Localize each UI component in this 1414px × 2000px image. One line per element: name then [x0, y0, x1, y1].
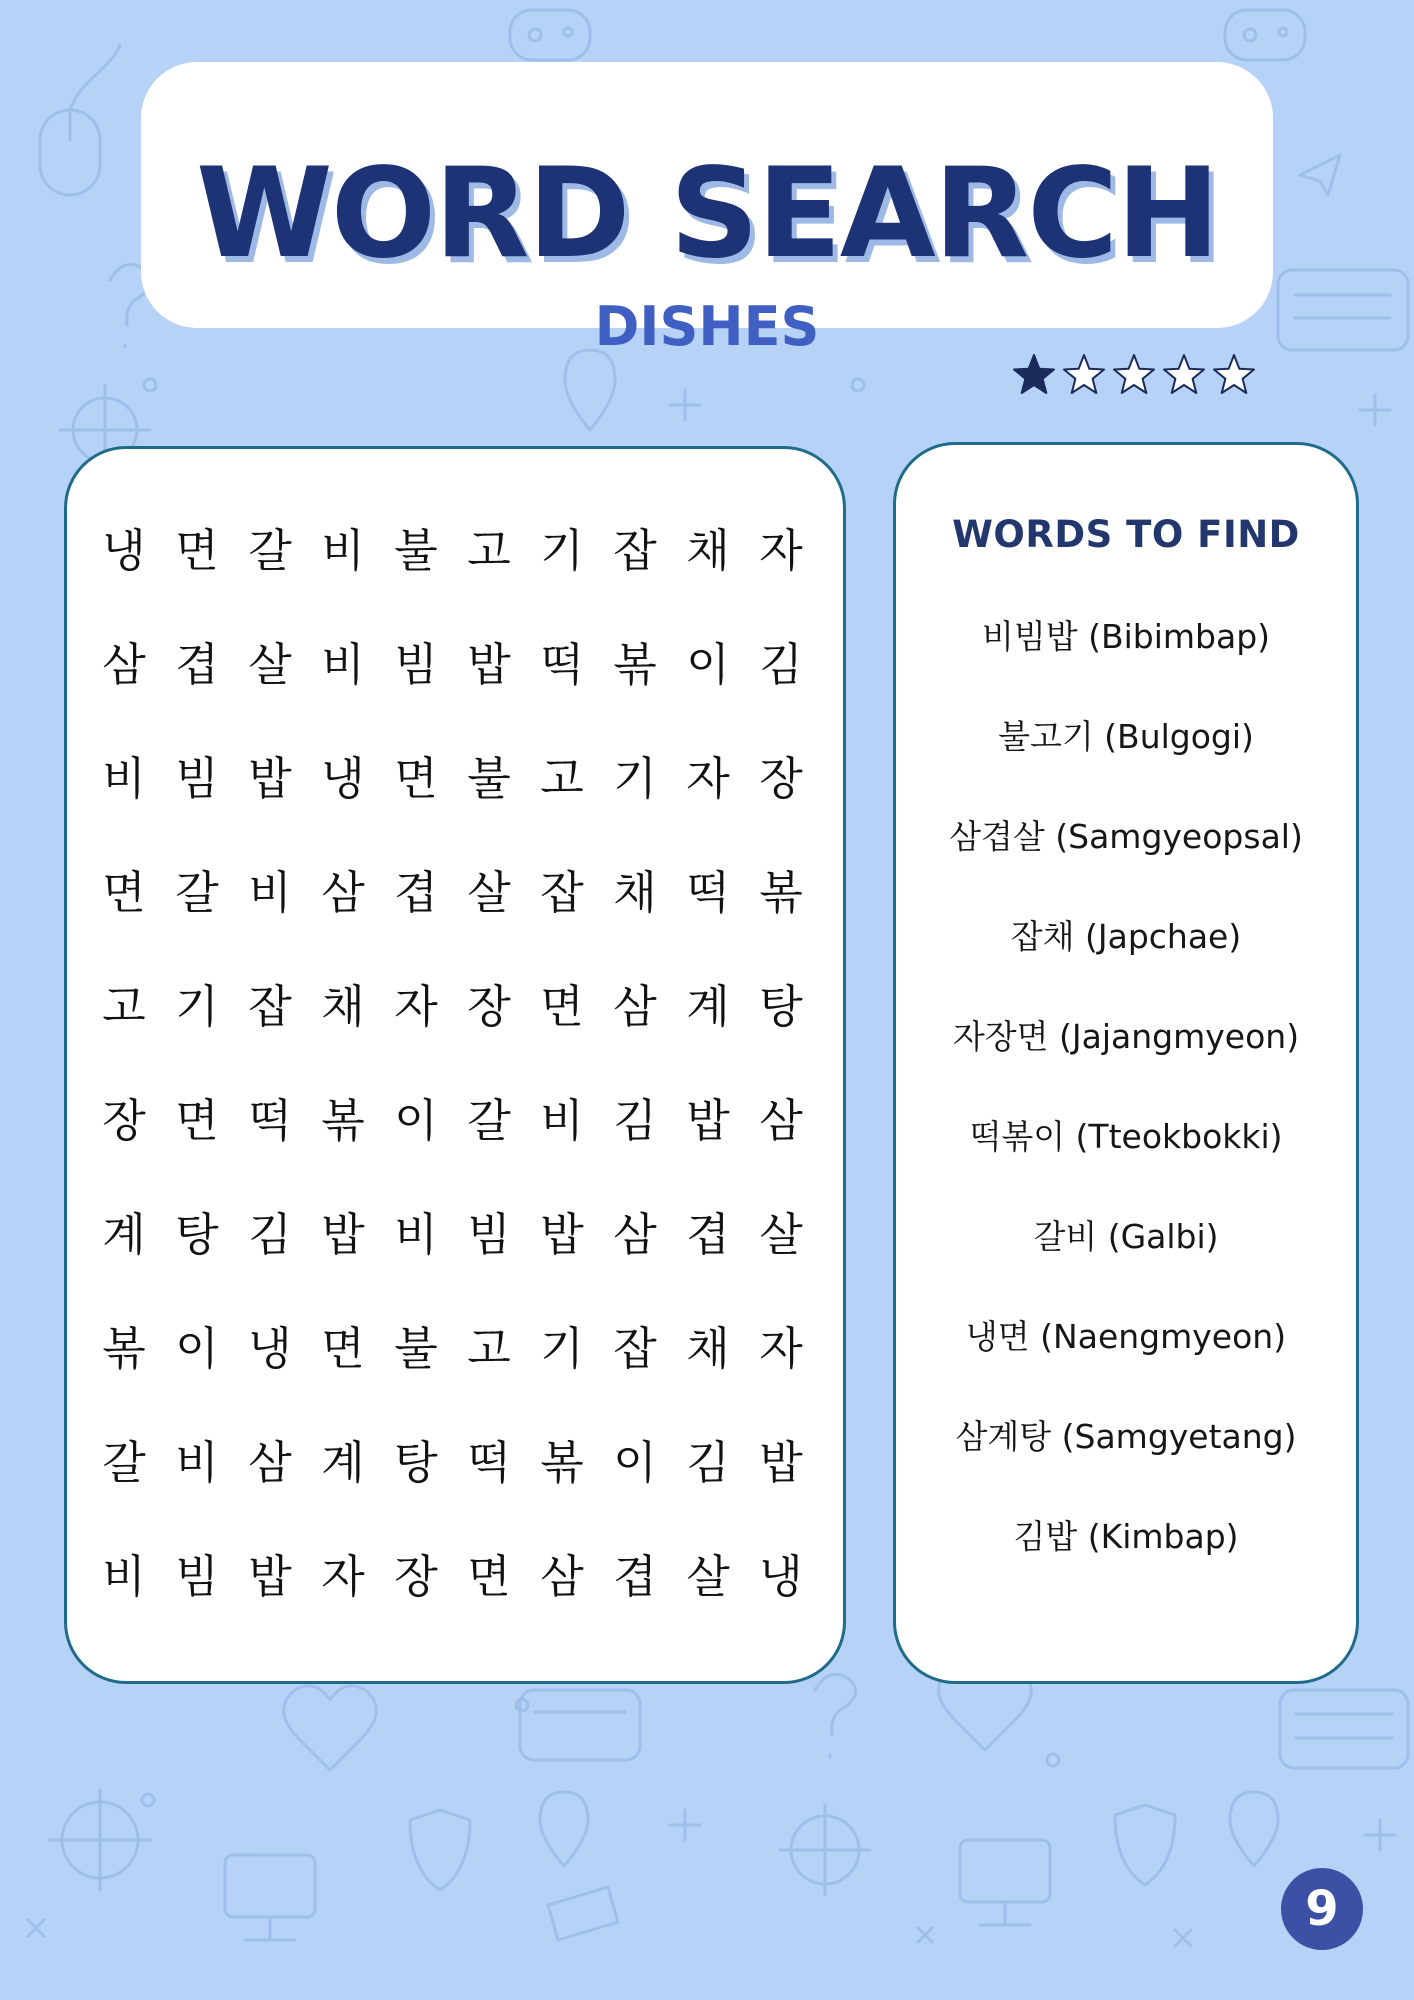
grid-row [67, 1537, 843, 1617]
grid-letter[interactable]: 채 [686, 1322, 730, 1375]
grid-letter[interactable]: 면 [175, 1094, 219, 1147]
grid-letter[interactable]: 비 [394, 1208, 438, 1261]
grid-letter[interactable]: 삼 [613, 1208, 657, 1261]
word-list-item: 불고기 (Bulgogi) [998, 717, 1254, 756]
star-empty-icon [1064, 355, 1104, 393]
grid-row [67, 853, 843, 933]
pin-doodle-icon [540, 1792, 588, 1866]
grid-letter[interactable]: 삼 [248, 1436, 292, 1489]
grid-letter[interactable]: 잡 [613, 1322, 657, 1375]
grid-letter[interactable]: 장 [394, 1550, 438, 1603]
monitor-doodle-icon [225, 1855, 315, 1940]
grid-letter[interactable]: 자 [394, 980, 438, 1033]
grid-row [67, 625, 843, 705]
grid-letter[interactable]: 잡 [613, 524, 657, 577]
grid-row [67, 1309, 843, 1389]
grid-letter[interactable]: 고 [467, 524, 511, 577]
grid-letter[interactable]: 삼 [102, 638, 146, 691]
ticket-doodle-icon [548, 1887, 618, 1940]
words-list [896, 615, 1356, 1615]
grid-letter[interactable]: 살 [759, 1208, 803, 1261]
word-list-item: 김밥 (Kimbap) [1013, 1517, 1239, 1556]
crosshair-doodle-icon [50, 1790, 150, 1890]
shield-doodle-icon [1115, 1805, 1175, 1885]
grid-row [67, 1423, 843, 1503]
grid-letter[interactable]: 김 [759, 638, 803, 691]
monitor-doodle-icon [960, 1840, 1050, 1925]
grid-letter[interactable]: 냉 [759, 1550, 803, 1603]
word-list-item: 갈비 (Galbi) [1033, 1217, 1219, 1256]
page-title: WORD SEARCH [195, 142, 1218, 286]
grid-letter[interactable]: 면 [540, 980, 584, 1033]
plus-doodle-icon [670, 390, 700, 420]
pin-doodle-icon [1230, 1792, 1278, 1866]
grid-letter[interactable]: 김 [613, 1094, 657, 1147]
grid-letter[interactable]: 빔 [175, 752, 219, 805]
grid-letter[interactable]: 삼 [540, 1550, 584, 1603]
grid-letter[interactable]: 겹 [175, 638, 219, 691]
words-to-find-card [893, 442, 1359, 1684]
grid-letter[interactable]: 볶 [759, 866, 803, 919]
word-list-item: 삼계탕 (Samgyetang) [955, 1417, 1297, 1456]
page-subtitle: DISHES [594, 295, 820, 358]
grid-letter[interactable]: 기 [613, 752, 657, 805]
grid-letter[interactable]: 채 [321, 980, 365, 1033]
grid-letter[interactable]: 이 [175, 1322, 219, 1375]
word-list-item: 비빔밥 (Bibimbap) [981, 617, 1271, 656]
grid-letter[interactable]: 삼 [321, 866, 365, 919]
grid-letter[interactable]: 밥 [686, 1094, 730, 1147]
plus-doodle-icon [1360, 395, 1390, 425]
grid-letter[interactable]: 장 [102, 1094, 146, 1147]
grid-letter[interactable]: 비 [248, 866, 292, 919]
grid-letter[interactable]: 계 [102, 1208, 146, 1261]
grid-letter[interactable]: 밥 [321, 1208, 365, 1261]
grid-letter[interactable]: 갈 [467, 1094, 511, 1147]
grid-letter[interactable]: 겹 [394, 866, 438, 919]
grid-row [67, 511, 843, 591]
grid-letter[interactable]: 살 [686, 1550, 730, 1603]
grid-letter[interactable]: 탕 [175, 1208, 219, 1261]
grid-letter[interactable]: 밥 [540, 1208, 584, 1261]
shield-doodle-icon [410, 1810, 470, 1890]
grid-letter[interactable]: 삼 [613, 980, 657, 1033]
star-empty-icon [1214, 355, 1254, 393]
grid-letter[interactable]: 잡 [248, 980, 292, 1033]
grid-letter[interactable]: 자 [759, 1322, 803, 1375]
word-list-item: 냉면 (Naengmyeon) [965, 1317, 1287, 1356]
mouse-doodle-icon [40, 45, 120, 195]
grid-letter[interactable]: 비 [102, 752, 146, 805]
grid-letter[interactable]: 살 [248, 638, 292, 691]
pin-doodle-icon [565, 350, 615, 430]
plus-doodle-icon [1365, 1820, 1395, 1850]
grid-letter[interactable]: 비 [102, 1550, 146, 1603]
grid-letter[interactable]: 빔 [175, 1550, 219, 1603]
grid-letter[interactable]: 갈 [248, 524, 292, 577]
grid-row [67, 1081, 843, 1161]
crosshair-doodle-icon [780, 1805, 870, 1895]
difficulty-rating [1012, 352, 1262, 398]
keyboard-doodle-icon [1280, 1690, 1408, 1768]
grid-letter[interactable]: 면 [394, 752, 438, 805]
keyboard-doodle-icon [520, 1690, 640, 1760]
grid-letter[interactable]: 이 [394, 1094, 438, 1147]
grid-letter[interactable]: 밥 [759, 1436, 803, 1489]
header-card [141, 62, 1273, 358]
star-empty-icon [1164, 355, 1204, 393]
grid-letter[interactable]: 탕 [759, 980, 803, 1033]
grid-letter[interactable]: 겹 [686, 1208, 730, 1261]
grid-letter[interactable]: 겹 [613, 1550, 657, 1603]
grid-letter[interactable]: 채 [613, 866, 657, 919]
grid-letter[interactable]: 떡 [540, 638, 584, 691]
grid-letter[interactable]: 비 [540, 1094, 584, 1147]
grid-letter[interactable]: 볶 [540, 1436, 584, 1489]
grid-letter[interactable]: 살 [467, 866, 511, 919]
question-doodle-icon [815, 1674, 856, 1757]
grid-letter[interactable]: 볶 [613, 638, 657, 691]
grid-letter[interactable]: 빔 [394, 638, 438, 691]
grid-letter[interactable]: 잡 [540, 866, 584, 919]
grid-letter[interactable]: 이 [686, 638, 730, 691]
grid-letter[interactable]: 면 [102, 866, 146, 919]
grid-letter[interactable]: 계 [686, 980, 730, 1033]
grid-letter[interactable]: 김 [248, 1208, 292, 1261]
puzzle-grid-card [64, 446, 846, 1684]
grid-letter[interactable]: 밥 [248, 1550, 292, 1603]
grid-letter[interactable]: 비 [321, 524, 365, 577]
grid-letter[interactable]: 고 [540, 752, 584, 805]
grid-letter[interactable]: 볶 [102, 1322, 146, 1375]
word-list-item: 떡볶이 (Tteokbokki) [969, 1117, 1283, 1156]
grid-letter[interactable]: 고 [102, 980, 146, 1033]
grid-letter[interactable]: 자 [686, 752, 730, 805]
page-number-badge: 9 [1281, 1868, 1363, 1950]
grid-letter[interactable]: 기 [540, 1322, 584, 1375]
grid-letter[interactable]: 떡 [467, 1436, 511, 1489]
grid-letter[interactable]: 불 [467, 752, 511, 805]
gamepad-doodle-icon [1225, 10, 1305, 60]
grid-row [67, 739, 843, 819]
star-filled-icon [1014, 355, 1054, 393]
grid-letter[interactable]: 기 [175, 980, 219, 1033]
grid-letter[interactable]: 갈 [175, 866, 219, 919]
grid-letter[interactable]: 떡 [686, 866, 730, 919]
grid-letter[interactable]: 기 [540, 524, 584, 577]
grid-row [67, 967, 843, 1047]
letter-grid [67, 449, 843, 1681]
grid-letter[interactable]: 면 [175, 524, 219, 577]
grid-letter[interactable]: 빔 [467, 1208, 511, 1261]
word-list-item: 자장면 (Jajangmyeon) [952, 1017, 1300, 1056]
grid-letter[interactable]: 채 [686, 524, 730, 577]
grid-letter[interactable]: 삼 [759, 1094, 803, 1147]
grid-letter[interactable]: 장 [467, 980, 511, 1033]
grid-letter[interactable]: 비 [321, 638, 365, 691]
grid-letter[interactable]: 불 [394, 1322, 438, 1375]
grid-letter[interactable]: 불 [394, 524, 438, 577]
grid-letter[interactable]: 비 [175, 1436, 219, 1489]
grid-letter[interactable]: 탕 [394, 1436, 438, 1489]
grid-letter[interactable]: 갈 [102, 1436, 146, 1489]
heart-doodle-icon [284, 1686, 377, 1770]
grid-letter[interactable]: 이 [613, 1436, 657, 1489]
gamepad-doodle-icon [510, 10, 590, 60]
grid-letter[interactable]: 장 [759, 752, 803, 805]
grid-letter[interactable]: 볶 [321, 1094, 365, 1147]
grid-letter[interactable]: 고 [467, 1322, 511, 1375]
grid-letter[interactable]: 냉 [321, 752, 365, 805]
grid-letter[interactable]: 면 [321, 1322, 365, 1375]
grid-letter[interactable]: 밥 [467, 638, 511, 691]
grid-letter[interactable]: 자 [321, 1550, 365, 1603]
grid-letter[interactable]: 밥 [248, 752, 292, 805]
plus-doodle-icon [670, 1810, 700, 1840]
grid-letter[interactable]: 냉 [102, 524, 146, 577]
words-to-find-title: WORDS TO FIND [952, 513, 1300, 556]
grid-row [67, 1195, 843, 1275]
grid-letter[interactable]: 냉 [248, 1322, 292, 1375]
grid-letter[interactable]: 자 [759, 524, 803, 577]
grid-letter[interactable]: 김 [686, 1436, 730, 1489]
keyboard-doodle-icon [1278, 270, 1408, 350]
cursor-doodle-icon [1300, 155, 1340, 195]
word-list-item: 잡채 (Japchae) [1010, 917, 1242, 956]
grid-letter[interactable]: 떡 [248, 1094, 292, 1147]
grid-letter[interactable]: 계 [321, 1436, 365, 1489]
star-empty-icon [1114, 355, 1154, 393]
grid-letter[interactable]: 면 [467, 1550, 511, 1603]
word-list-item: 삼겹살 (Samgyeopsal) [949, 817, 1303, 856]
